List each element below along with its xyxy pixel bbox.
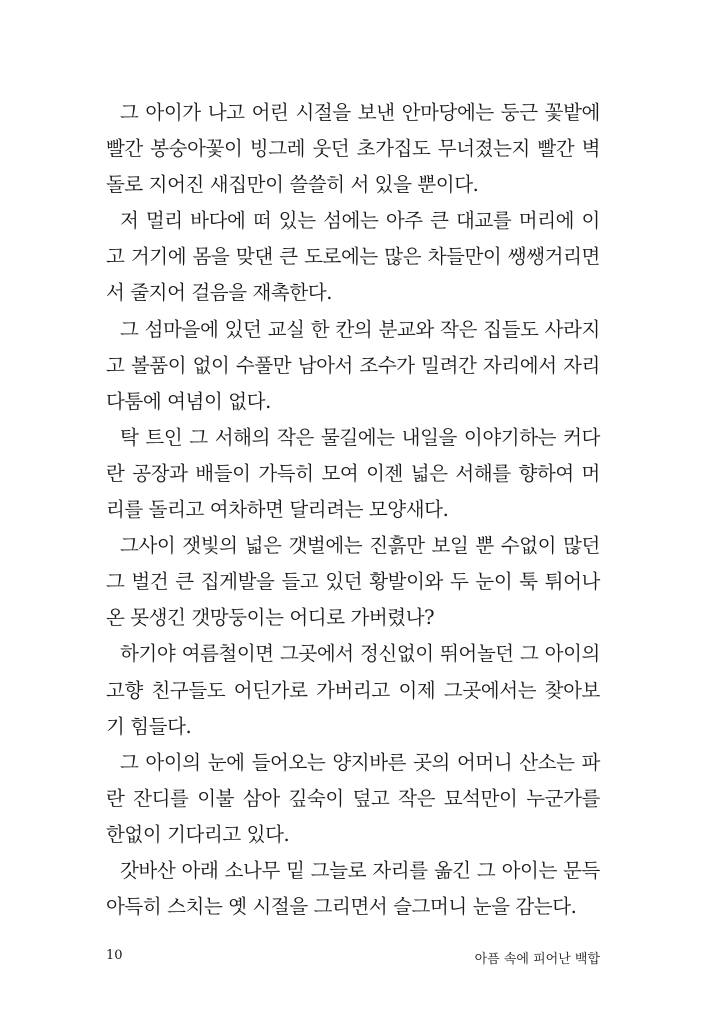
paragraph: 탁 트인 그 서해의 작은 물길에는 내일을 이야기하는 커다란 공장과 배들이 가득히 모여 이젠 넓은 서해를 향하여 머리를 돌리고 여차하면 달리려는 모양새다. — [106, 425, 600, 522]
running-title: 아픔 속에 피어난 백합 — [474, 952, 600, 967]
paragraph: 하기야 여름철이면 그곳에서 정신없이 뛰어놀던 그 아이의 고향 친구들도 어딘가로 가버리고 이제 그곳에서는 찾아보기 힘들다. — [106, 642, 600, 738]
paragraph: 그 아이가 나고 어린 시절을 보낸 안마당에는 둥근 꽃밭에 빨간 봉숭아꽃이 빙그레 웃던 초가집도 무너졌는지 빨간 벽돌로 지어진 새집만이 쓸쓸히 서 있을 뿐이다. — [106, 101, 600, 197]
paragraph: 그사이 잿빛의 넓은 갯벌에는 진흙만 보일 뿐 수없이 많던 그 벌건 큰 집게발을 들고 있던 황발이와 두 눈이 툭 튀어나온 못생긴 갯망둥이는 어디로 가버렸나? — [106, 534, 600, 630]
paragraph: 저 멀리 바다에 떠 있는 섬에는 아주 큰 대교를 머리에 이고 거기에 몸을 맞댄 큰 도로에는 많은 차들만이 쌩쌩거리면서 줄지어 걸음을 재촉한다. — [106, 209, 600, 305]
paragraph: 그 아이의 눈에 들어오는 양지바른 곳의 어머니 산소는 파란 잔디를 이불 삼아 깊숙이 덮고 작은 묘석만이 누군가를 한없이 기다리고 있다. — [106, 750, 600, 846]
paragraph: 갓바산 아래 소나무 밑 그늘로 자리를 옮긴 그 아이는 문득 아득히 스치는 옛 시절을 그리면서 슬그머니 눈을 감는다. — [106, 858, 600, 919]
page-footer — [106, 948, 600, 968]
body-text — [106, 95, 600, 925]
paragraph: 그 섬마을에 있던 교실 한 칸의 분교와 작은 집들도 사라지고 볼품이 없이 수풀만 남아서 조수가 밀려간 자리에서 자리다툼에 여념이 없다. — [106, 317, 600, 413]
page-number: 10 — [106, 948, 123, 963]
